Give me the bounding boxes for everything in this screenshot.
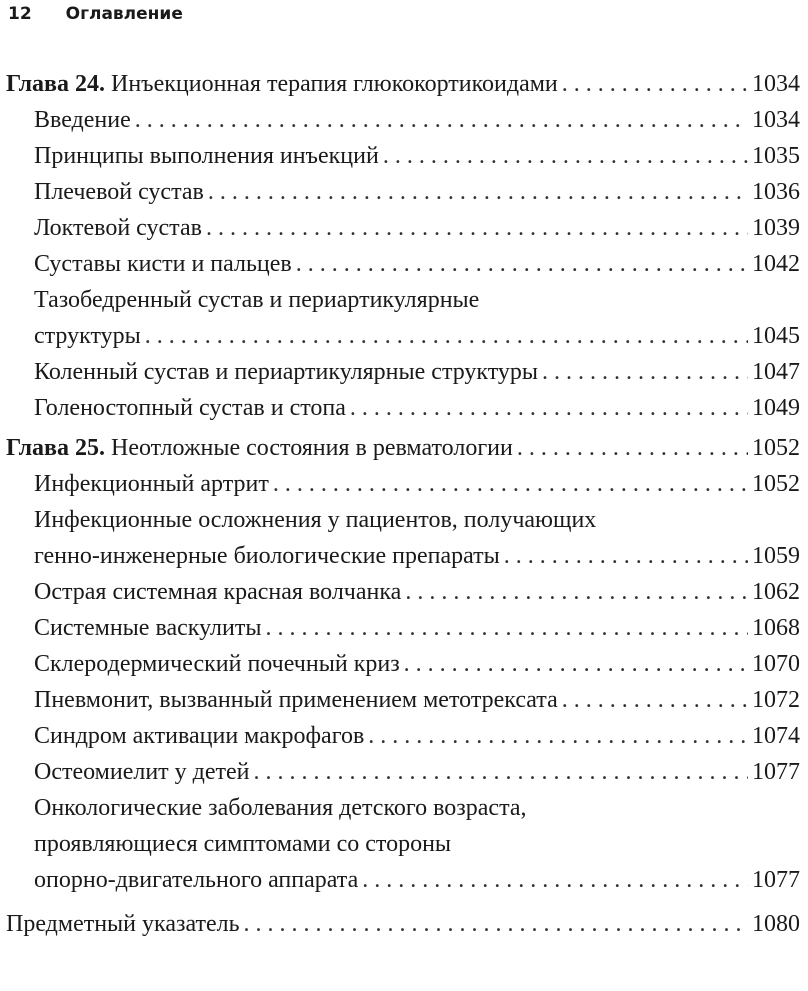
page-number-ref: 1068 (752, 615, 800, 641)
page-number-ref: 1034 (752, 71, 800, 97)
toc-section-entry[interactable] (0, 790, 808, 898)
toc-chapter-entry[interactable] (0, 906, 808, 942)
dot-leader (517, 430, 748, 466)
page-number-ref: 1036 (752, 179, 800, 205)
toc-section-entry[interactable] (0, 754, 808, 790)
dot-leader (273, 466, 748, 502)
entry-title: опорно-двигательного аппарата (34, 867, 359, 893)
toc-section-entry[interactable] (0, 246, 808, 282)
dot-leader (368, 718, 748, 754)
entry-title: Остеомиелит у детей (34, 759, 250, 785)
entry-title: Онкологические заболевания детского возраста, (34, 795, 527, 821)
entry-title: Плечевой сустав (34, 179, 204, 205)
dot-leader (208, 174, 748, 210)
entry-title: Инъекционная терапия глюкокортикоидами (111, 71, 558, 97)
chapter-label: Глава 25. (6, 435, 105, 461)
entry-title: Инфекционный артрит (34, 471, 269, 497)
running-title: Оглавление (65, 4, 183, 24)
page-number-ref: 1042 (752, 251, 800, 277)
dot-leader (265, 610, 748, 646)
entry-title: Коленный сустав и периартикулярные структуры (34, 359, 539, 385)
page-number-ref: 1045 (752, 323, 800, 349)
dot-leader (404, 646, 748, 682)
entry-title: Острая системная красная волчанка (34, 579, 402, 605)
table-of-contents (0, 66, 808, 942)
dot-leader (244, 906, 748, 942)
dot-leader (542, 354, 748, 390)
page-number-ref: 1077 (752, 867, 800, 893)
entry-title: Инфекционные осложнения у пациентов, получающих (34, 507, 597, 533)
entry-title: проявляющиеся симптомами со стороны (34, 831, 452, 857)
toc-section-entry[interactable] (0, 282, 808, 354)
page-number-ref: 1070 (752, 651, 800, 677)
page-number-ref: 1052 (752, 435, 800, 461)
page-number-ref: 1049 (752, 395, 800, 421)
entry-title: Системные васкулиты (34, 615, 262, 641)
dot-leader (135, 102, 748, 138)
page-number-ref: 1059 (752, 543, 800, 569)
dot-leader (206, 210, 748, 246)
toc-section-entry[interactable] (0, 174, 808, 210)
dot-leader (405, 574, 748, 610)
entry-title: Голеностопный сустав и стопа (34, 395, 346, 421)
entry-title: Локтевой сустав (34, 215, 202, 241)
toc-section-entry[interactable] (0, 138, 808, 174)
page-number-ref: 1052 (752, 471, 800, 497)
page-number-ref: 1034 (752, 107, 800, 133)
toc-section-entry[interactable] (0, 466, 808, 502)
page-number: 12 (8, 4, 32, 24)
dot-leader (362, 862, 748, 898)
entry-title: Тазобедренный сустав и периартикулярные (34, 287, 480, 313)
entry-title: Введение (34, 107, 131, 133)
entry-title: Пневмонит, вызванный применением метотрексата (34, 687, 558, 713)
chapter-label: Глава 24. (6, 71, 105, 97)
dot-leader (350, 390, 748, 426)
page-number-ref: 1080 (752, 911, 800, 937)
page-number-ref: 1035 (752, 143, 800, 169)
toc-section-entry[interactable] (0, 354, 808, 390)
toc-section-entry[interactable] (0, 574, 808, 610)
dot-leader (383, 138, 748, 174)
toc-section-entry[interactable] (0, 102, 808, 138)
entry-title: структуры (34, 323, 141, 349)
page-number-ref: 1039 (752, 215, 800, 241)
dot-leader (562, 682, 748, 718)
entry-title: Склеродермический почечный криз (34, 651, 400, 677)
toc-section-entry[interactable] (0, 210, 808, 246)
page-number-ref: 1077 (752, 759, 800, 785)
toc-section-entry[interactable] (0, 390, 808, 426)
page-number-ref: 1062 (752, 579, 800, 605)
toc-section-entry[interactable] (0, 646, 808, 682)
toc-chapter-entry[interactable] (0, 66, 808, 102)
entry-title: Неотложные состояния в ревматологии (111, 435, 513, 461)
toc-section-entry[interactable] (0, 718, 808, 754)
dot-leader (296, 246, 748, 282)
page-number-ref: 1072 (752, 687, 800, 713)
entry-title: генно-инженерные биологические препараты (34, 543, 500, 569)
toc-chapter-entry[interactable] (0, 430, 808, 466)
dot-leader (562, 66, 748, 102)
dot-leader (145, 318, 748, 354)
entry-title: Предметный указатель (6, 911, 240, 937)
entry-title: Суставы кисти и пальцев (34, 251, 292, 277)
entry-title: Синдром активации макрофагов (34, 723, 365, 749)
dot-leader (254, 754, 748, 790)
toc-section-entry[interactable] (0, 610, 808, 646)
running-head (8, 4, 183, 24)
entry-title: Принципы выполнения инъекций (34, 143, 379, 169)
toc-section-entry[interactable] (0, 682, 808, 718)
page-number-ref: 1074 (752, 723, 800, 749)
toc-section-entry[interactable] (0, 502, 808, 574)
page-number-ref: 1047 (752, 359, 800, 385)
dot-leader (504, 538, 748, 574)
